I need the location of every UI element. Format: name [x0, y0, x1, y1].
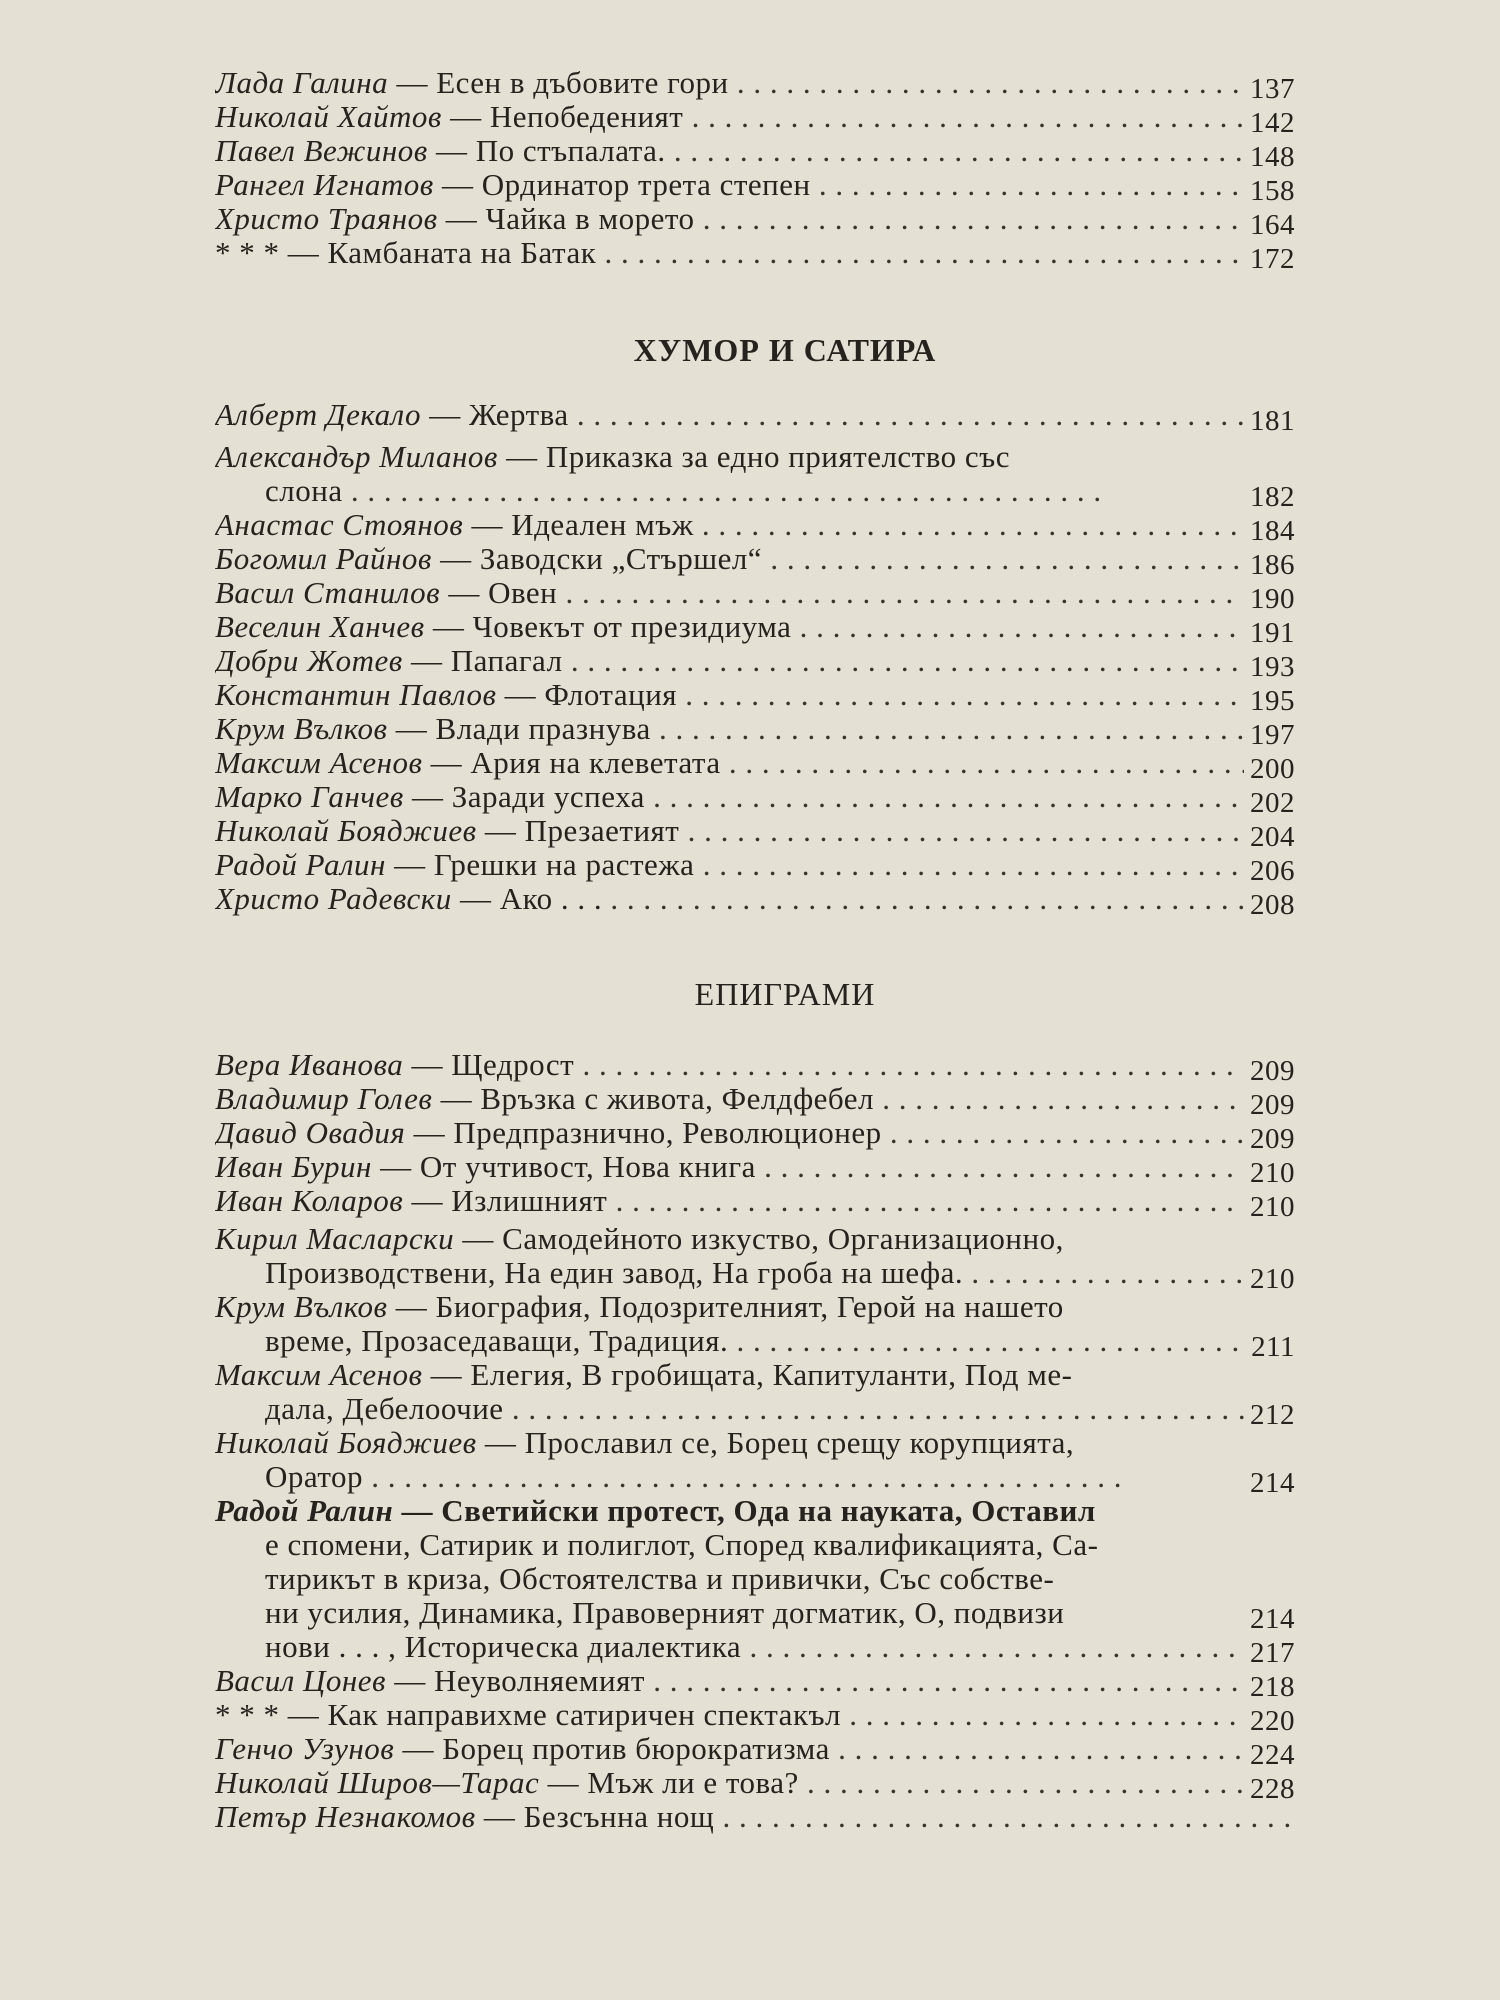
toc-entry: Крум Вълков — Влади празнува . . 197 [215, 712, 1295, 746]
toc-entry: Крум Вълков — Биография, Подозрителният, Герой на нашето време, Прозаседаващи, Традиция. . . 211 [215, 1290, 1295, 1358]
entry-author: Добри Жотев [215, 644, 403, 678]
toc-entry: Максим Асенов — Елегия, В гробищата, Капитуланти, Под ме- дала, Дебелоочие . . 212 [215, 1358, 1295, 1426]
toc-entry: Алберт Декало — Жертва . . 181 [215, 398, 1295, 432]
toc-entry: Рангел Игнатов — Ординатор трета степен . . 158 [215, 168, 1295, 202]
entry-title: Заводски „Стършел“ [479, 542, 763, 576]
entry-title: Влади празнува [435, 712, 651, 746]
entry-author: Марко Ганчев [215, 780, 404, 814]
entry-author: Крум Вълков [215, 712, 388, 746]
entry-page-number: 209 [1244, 1088, 1295, 1122]
entry-page-number: 202 [1244, 786, 1295, 820]
entry-page-number: 209 [1244, 1122, 1295, 1156]
entry-title: Камбаната на Батак [327, 236, 597, 270]
entry-page-number: 148 [1244, 140, 1295, 174]
entry-title: Непобеденият [489, 100, 684, 134]
entry-title-continued: нови . . . , Историческа диалектика . . [215, 1630, 1295, 1664]
entry-author: Кирил Масларски [215, 1222, 455, 1256]
entry-page-number: 184 [1244, 514, 1295, 548]
entry-page-number: 204 [1244, 820, 1295, 854]
entry-page-number-2: 217 [1244, 1636, 1295, 1670]
entry-title: Светийски протест, Ода на науката, Оставил [441, 1494, 1096, 1528]
entry-title: По стъпалата. [475, 134, 666, 168]
entry-title: Излишният [451, 1184, 608, 1218]
toc-entry: Вера Иванова — Щедрост . . 209 [215, 1048, 1295, 1082]
toc-entry: Марко Ганчев — Заради успеха . . 202 [215, 780, 1295, 814]
entry-page-number: 181 [1244, 404, 1295, 438]
entry-author: Радой Ралин [215, 1494, 394, 1528]
toc-entry: * * * — Камбаната на Батак . . 172 [215, 236, 1295, 270]
entry-title: Борец против бюрократизма [442, 1732, 830, 1766]
entry-page-number: 228 [1244, 1772, 1295, 1806]
entry-page-number: 186 [1244, 548, 1295, 582]
toc-entry: * * * — Как направихме сатиричен спектакъл . . 220 [215, 1698, 1295, 1732]
entry-title: Чайка в морето [485, 202, 695, 236]
entry-author: Генчо Узунов [215, 1732, 395, 1766]
toc-entry: Петър Незнакомов — Безсънна нощ . . [215, 1800, 1295, 1834]
entry-page-number: 158 [1244, 174, 1295, 208]
entry-title: Самодейното изкуство, Организационно, [502, 1222, 1064, 1256]
entry-author: Максим Асенов [215, 1358, 423, 1392]
toc-entry: Иван Бурин — От учтивост, Нова книга . . 210 [215, 1150, 1295, 1184]
entry-author: Крум Вълков [215, 1290, 388, 1324]
entry-title: Как направихме сатиричен спектакъл [327, 1698, 841, 1732]
entry-author: Васил Цонев [215, 1664, 386, 1698]
entry-page-number: 214 [1244, 1602, 1295, 1636]
entry-author: Иван Коларов [215, 1184, 404, 1218]
entry-author: Иван Бурин [215, 1150, 372, 1184]
entry-title: Жертва [469, 398, 569, 432]
entry-page-number: 200 [1244, 752, 1295, 786]
entry-author: Анастас Стоянов [215, 508, 464, 542]
entry-page-number: 224 [1244, 1738, 1295, 1772]
entry-title: Заради успеха [451, 780, 645, 814]
entry-title: Прославил се, Борец срещу корупцията, [524, 1426, 1075, 1460]
entry-title: Грешки на растежа [433, 848, 695, 882]
entry-page-number: 210 [1244, 1156, 1295, 1190]
entry-title: Ординатор трета степен [481, 168, 811, 202]
entry-author: Николай Бояджиев [215, 1426, 477, 1460]
entry-page-number: 197 [1244, 718, 1295, 752]
entry-author: Вера Иванова [215, 1048, 404, 1082]
entry-title-continued: Оратор [265, 1460, 363, 1494]
entry-title: От учтивост, Нова книга [419, 1150, 756, 1184]
entry-page-number: 137 [1244, 72, 1295, 106]
entry-title-continued: ни усилия, Динамика, Правоверният догматик, О, подвизи [265, 1596, 1065, 1630]
entry-page-number: 182 [1244, 480, 1295, 514]
entry-author: Алберт Декало [215, 398, 422, 432]
entry-title: Овен [488, 576, 558, 610]
entry-title: Ария на клеветата [470, 746, 721, 780]
entry-page-number: 164 [1244, 208, 1295, 242]
entry-author: Васил Станилов [215, 576, 441, 610]
entry-title: Флотация [544, 678, 678, 712]
toc-entry: Владимир Голев — Връзка с живота, Фелдфебел . . 209 [215, 1082, 1295, 1116]
entry-author: Радой Ралин [215, 848, 386, 882]
entry-title: Елегия, В гробищата, Капитуланти, Под ме- [470, 1358, 1073, 1392]
entry-title: Неуволняемият [433, 1664, 645, 1698]
entry-author: Давид Овадия [215, 1116, 406, 1150]
entry-page-number: 208 [1244, 888, 1295, 922]
entry-page-number: 209 [1244, 1054, 1295, 1088]
entry-page-number: 220 [1244, 1704, 1295, 1738]
toc-entry: Александър Миланов — Приказка за едно приятелство със слона . . 182 [215, 440, 1295, 508]
entry-page-number: 191 [1244, 616, 1295, 650]
toc-entry: Николай Бояджиев — Прославил се, Борец срещу корупцията, Оратор . . 214 [215, 1426, 1295, 1494]
entry-author: Николай Хайтов [215, 100, 442, 134]
entry-page-number: 218 [1244, 1670, 1295, 1704]
toc-entry: Васил Станилов — Овен . . 190 [215, 576, 1295, 610]
toc-entry: Максим Асенов — Ария на клеветата . . 200 [215, 746, 1295, 780]
entry-author: Николай Широв—Тарас [215, 1766, 540, 1800]
entry-title: Папагал [450, 644, 563, 678]
toc-entry: Веселин Ханчев — Човекът от президиума . . 191 [215, 610, 1295, 644]
entry-author: Николай Бояджиев [215, 814, 477, 848]
entry-author: Богомил Райнов [215, 542, 432, 576]
toc-entry: Радой Ралин — Светийски протест, Ода на науката, Оставил е спомени, Сатирик и полиглот, Според квалификацията, Са- тирикът в криза, Обстоятелства и привички, Със собстве- ни усилия, Динамика, Правоверният догматик, О, подвизи нови . . . , Историческа диалектика . . 214 217 [215, 1494, 1295, 1664]
entry-title-continued: е спомени, Сатирик и полиглот, Според квалификацията, Са- [265, 1528, 1099, 1562]
section-heading: ЕПИГРАМИ [694, 976, 876, 1012]
toc-entry: Николай Бояджиев — Презаетият . . 204 [215, 814, 1295, 848]
toc-entry: Радой Ралин — Грешки на растежа . . 206 [215, 848, 1295, 882]
entry-page-number: 206 [1244, 854, 1295, 888]
entry-title: Биография, Подозрителният, Герой на нашето [435, 1290, 1064, 1324]
entry-title: Презаетият [524, 814, 680, 848]
entry-title: Човекът от президиума [472, 610, 792, 644]
entry-title-continued: тирикът в криза, Обстоятелства и привички, Със собстве- [265, 1562, 1055, 1596]
toc-entry: Кирил Масларски — Самодейното изкуство, Организационно, Производствени, На един завод, На гроба на шефа. . . 210 [215, 1222, 1295, 1290]
entry-title-continued: дала, Дебелоочие [265, 1392, 504, 1426]
entry-title: Щедрост [451, 1048, 575, 1082]
entry-title: Ако . . . [499, 882, 603, 916]
entry-page-number: 210 [1244, 1190, 1295, 1224]
toc-entry: Добри Жотев — Папагал . . 193 [215, 644, 1295, 678]
toc-entry: Николай Широв—Тарас — Мъж ли е това? . . 228 [215, 1766, 1295, 1800]
entry-author: Веселин Ханчев [215, 610, 425, 644]
entry-author: Владимир Голев [215, 1082, 433, 1116]
toc-entry: Генчо Узунов — Борец против бюрократизма . . 224 [215, 1732, 1295, 1766]
entry-author: * * * [215, 1698, 280, 1732]
entry-page-number: 142 [1244, 106, 1295, 140]
toc-entry: Богомил Райнов — Заводски „Стършел“ . . 186 [215, 542, 1295, 576]
entry-page-number: 211 [1245, 1330, 1295, 1364]
entry-page-number: 172 [1244, 242, 1295, 276]
entry-page-number: 190 [1244, 582, 1295, 616]
toc-entry: Константин Павлов — Флотация . . 195 [215, 678, 1295, 712]
section-heading: ХУМОР И САТИРА [633, 332, 937, 368]
entry-title: Връзка с живота, Фелдфебел [480, 1082, 875, 1116]
entry-author: Максим Асенов [215, 746, 423, 780]
entry-title: Есен в дъбовите гори [436, 66, 729, 100]
entry-page-number: 195 [1244, 684, 1295, 718]
entry-author: Павел Вежинов [215, 134, 428, 168]
toc-entry: Христо Траянов — Чайка в морето . . 164 [215, 202, 1295, 236]
entry-author: Христо Траянов [215, 202, 438, 236]
entry-page-number: 210 [1244, 1262, 1295, 1296]
toc-entry: Давид Овадия — Предпразнично, Революционер . . 209 [215, 1116, 1295, 1150]
toc-entry: Николай Хайтов — Непобеденият . . 142 [215, 100, 1295, 134]
entry-author: * * * [215, 236, 280, 270]
entry-title: Приказка за едно приятелство със [545, 440, 1010, 474]
entry-title: Предпразнично, Революционер [453, 1116, 882, 1150]
entry-page-number: 193 [1244, 650, 1295, 684]
entry-author: Петър Незнакомов [215, 1800, 476, 1834]
entry-author: Рангел Игнатов [215, 168, 434, 202]
entry-title: Безсънна нощ [523, 1800, 715, 1834]
entry-title: Идеален мъж [511, 508, 694, 542]
entry-title-continued: слона [265, 474, 343, 508]
toc-entry: Анастас Стоянов — Идеален мъж . . 184 [215, 508, 1295, 542]
entry-page-number: 212 [1244, 1398, 1295, 1432]
entry-title: Мъж ли е това? [587, 1766, 799, 1800]
toc-entry: Лада Галина — Есен в дъбовите гори . . 137 [215, 66, 1295, 100]
entry-author: Александър Миланов [215, 440, 498, 474]
entry-page-number: 214 [1244, 1466, 1295, 1500]
entry-author: Лада Галина [215, 66, 389, 100]
entry-author: Христо Радевски [215, 882, 452, 916]
toc-entry: Христо Радевски — Ако . . . . . 208 [215, 882, 1295, 916]
entry-title-continued: Производствени, На един завод, На гроба на шефа. [265, 1256, 964, 1290]
toc-entry: Васил Цонев — Неуволняемият . . 218 [215, 1664, 1295, 1698]
toc-entry: Павел Вежинов — По стъпалата. . . 148 [215, 134, 1295, 168]
toc-entry: Иван Коларов — Излишният . . 210 [215, 1184, 1295, 1218]
entry-author: Константин Павлов [215, 678, 497, 712]
entry-title-continued: време, Прозаседаващи, Традиция. [265, 1324, 729, 1358]
